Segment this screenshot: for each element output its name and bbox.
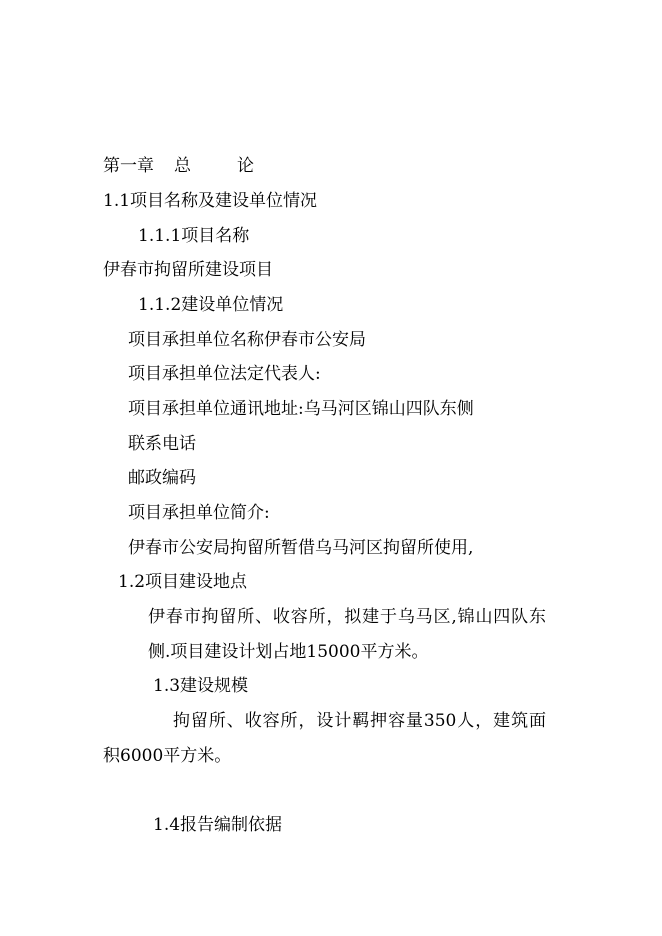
postal-code: 邮政编码: [128, 468, 196, 488]
unit-introduction-label: 项目承担单位简介:: [128, 503, 270, 523]
unit-address: 项目承担单位通讯地址:乌马河区锦山四队东侧: [128, 399, 474, 419]
scale-text-line-2: 积6000平方米。: [103, 746, 232, 766]
unit-name: 项目承担单位名称伊春市公安局: [128, 330, 366, 350]
contact-phone: 联系电话: [128, 434, 196, 454]
chapter-heading: [103, 156, 254, 176]
unit-introduction-text: 伊春市公安局拘留所暂借乌马河区拘留所使用,: [128, 538, 474, 558]
unit-representative: 项目承担单位法定代表人:: [128, 364, 321, 384]
scale-text-line-1: 拘留所、收容所，设计羁押容量350人，建筑面: [173, 711, 546, 731]
section-1-2-heading: 1.2项目建设地点: [118, 572, 248, 592]
location-text-line-1: 伊春市拘留所、收容所，拟建于乌马区,锦山四队东: [148, 607, 546, 627]
section-1-4-heading: 1.4报告编制依据: [153, 815, 283, 835]
section-1-1-heading: 1.1项目名称及建设单位情况: [103, 191, 318, 211]
chapter-prefix: 第一章: [103, 156, 154, 176]
project-name: 伊春市拘留所建设项目: [103, 260, 273, 280]
chapter-word-1: 总: [174, 156, 191, 176]
location-text-line-2: 侧.项目建设计划占地15000平方米。: [148, 642, 429, 662]
section-1-1-2-heading: 1.1.2建设单位情况: [138, 295, 284, 315]
section-1-1-1-heading: 1.1.1项目名称: [138, 226, 250, 246]
chapter-word-2: 论: [237, 156, 254, 176]
section-1-3-heading: 1.3建设规模: [153, 676, 249, 696]
